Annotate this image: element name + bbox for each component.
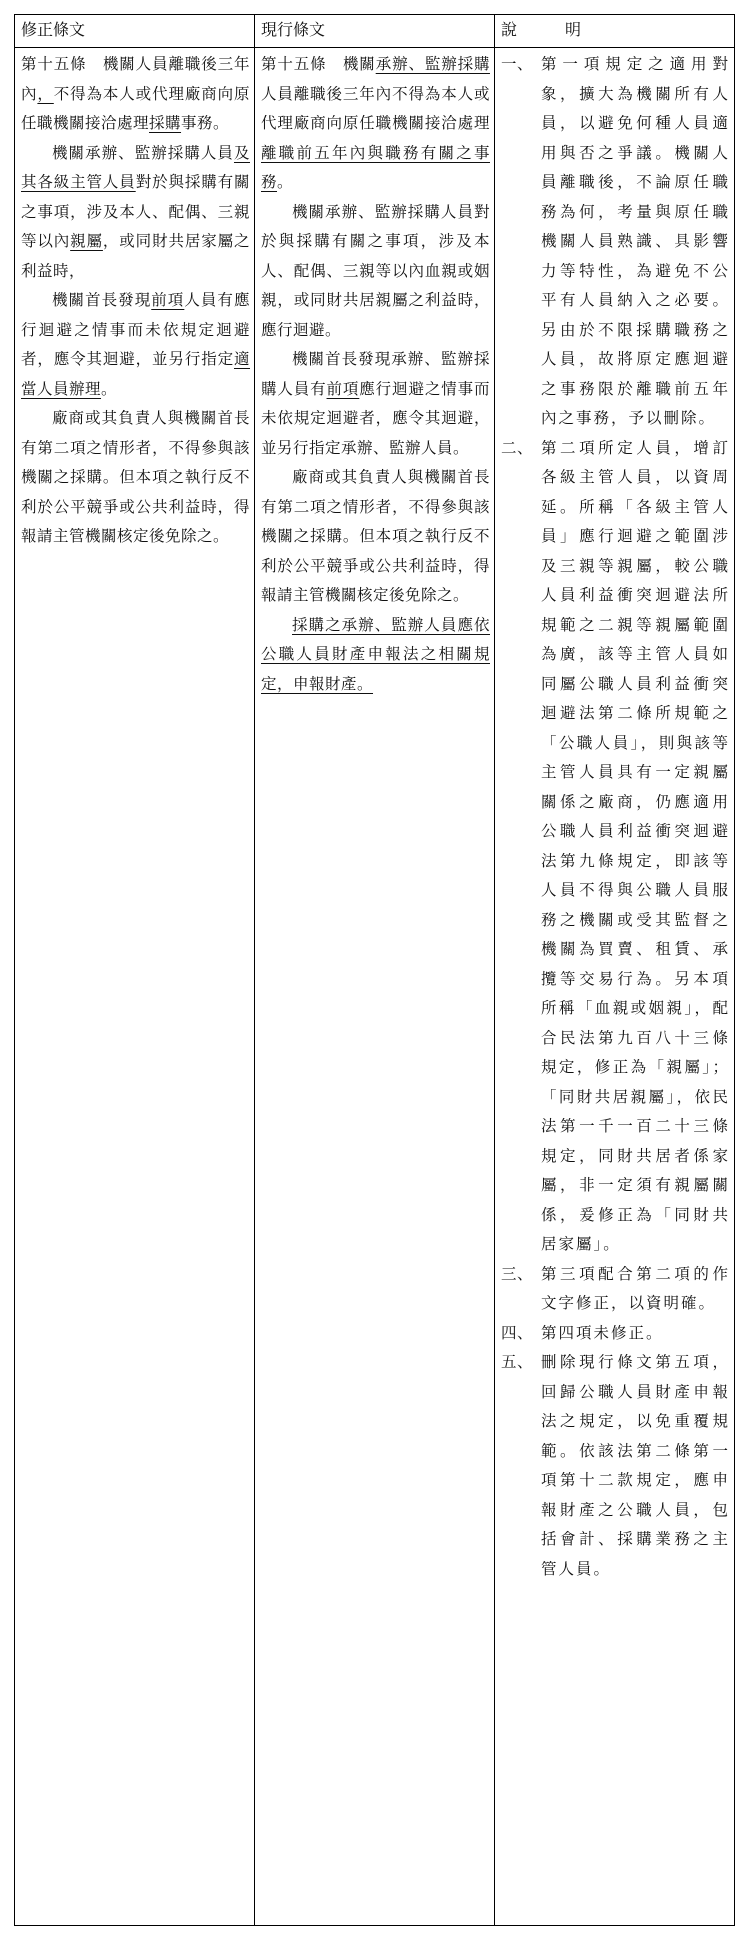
revised-p1-procurement: 採購 [149,114,182,132]
comparison-table [14,14,735,1926]
current-paragraph-1 [261,50,490,198]
current-paragraph-3 [261,345,490,463]
header-explanation-b: 明 [565,20,582,39]
revised-p1-text-e: 事務。 [181,114,230,132]
current-article-label: 第十五條 [261,55,327,73]
explanation-item [501,1319,730,1349]
revised-p2-text-e: ，或同財共居家屬之利益時， [21,232,250,280]
explanation-item-text: 刪除現行條文第五項，回歸公職人員財產申報法之規定，以免重覆規範。依該法第二條第一項第十二款規定，應申報財產之公職人員，包括會計、採購業務之主管人員。 [541,1353,730,1578]
current-p3-text-a: 機關首長發現承辦、監辦採購人員有 [261,350,490,398]
explanation-item-number: 一、 [501,55,534,73]
current-p1-text-e: 。 [277,173,294,191]
revised-p2-relatives: 親屬 [70,232,103,250]
current-p1-text-c: 人員離職後三年內不得為本人或代理廠商向原任職機關接洽處理 [261,84,490,132]
revised-paragraph-1 [21,50,250,139]
explanation-item-number: 四、 [501,1323,534,1342]
revised-paragraph-4: 廠商或其負責人與機關首長有第二項之情形者，不得參與該機關之採購。但本項之執行反不利於公平競爭或公共利益時，得報請主管機關核定後免除之。 [21,409,250,545]
explanation-item-text: 第一項規定之適用對象，擴大為機關所有人員，以避免何種人員適用與否之爭議。機關人員離職後，不論原任職務為何，考量與原任職機關人員熟識、具影響力等特性，為避免不公平有人員納入之必要。另由於不限採購職務之人員，故將原定應迴避之事務限於離職前五年內之事務，予以刪除。 [541,55,730,427]
explanation-item-text: 第四項未修正。 [541,1323,664,1342]
revised-column [15,48,255,1926]
revised-p1-text-c: 不得為本人或代理廠商向原任職機關接洽處理 [21,84,250,132]
header-explanation-a: 說 [501,20,518,39]
current-p5-deleted-text: 採購之承辦、監辦人員應依公職人員財產申報法之相關規定，申報財產。 [261,615,490,693]
amendment-comparison-page [14,14,734,1926]
explanation-item [501,1260,730,1319]
explanation-column [495,48,735,1926]
revised-p1-comma: ， [37,84,54,103]
revised-p2-text-a: 機關承辦、監辦採購人員 [52,143,234,162]
revised-p3-text-c: 人員有應行迴避之情事而未依規定迴避者，應令其迴避，並另行指定 [21,291,250,368]
explanation-item [501,50,730,434]
revised-p3-previous-item: 前項 [151,291,185,309]
explanation-item [501,434,730,1260]
explanation-item-text: 第三項配合第二項的作文字修正，以資明確。 [541,1264,730,1312]
current-p1-five-years: 離職前五年內與職務有關之事務 [261,143,490,191]
current-paragraph-2: 機關承辦、監辦採購人員對於與採購有關之事項，涉及本人、配偶、三親等以內血親或姻親，或同財共居親屬之利益時，應行迴避。 [261,202,490,339]
revised-p3-appropriate-personnel: 適當人員辦理 [21,350,250,398]
current-p3-text-c: 應行迴避之情事而未依規定迴避者，應令其迴避，並另行指定承辦、監辦人員。 [261,379,490,457]
header-row [15,15,735,48]
header-current: 現行條文 [255,15,495,48]
revised-p2-supervisors: 及其各級主管人員 [21,143,250,191]
revised-article-label: 第十五條 [21,55,87,73]
current-p3-previous-item: 前項 [326,379,360,398]
current-p1-text-a: 機關 [342,55,376,73]
explanation-item-number: 三、 [501,1264,534,1283]
current-paragraph-5 [261,611,490,700]
current-p1-undertake-supervise: 承辦、監辦採購 [375,55,490,73]
explanation-item-text: 第二項所定人員，增訂各級主管人員，以資周延。所稱「各級主管人員」應行迴避之範圍涉及三親等親屬，較公職人員利益衝突迴避法所規範之二親等親屬範圍為廣，該等主管人員如同屬公職人員利益衝突迴避法第二條所規範之「公職人員」，則與該等主管人員具有一定親屬關係之廠商，仍應適用公職人員利益衝突迴避法第九條規定，即該等人員不得與公職人員服務之機關或受其監督之機關為買賣、租賃、承攬等交易行為。另本項所稱「血親或姻親」，配合民法第九百八十三條規定，修正為「親屬」；「同財共居親屬」，依民法第一千一百二十三條規定，同財共居者係家屬，非一定須有親屬關係，爰修正為「同財共居家屬」。 [541,438,730,1253]
revised-paragraph-3 [21,286,250,404]
body-row [15,48,735,1926]
current-paragraph-4: 廠商或其負責人與機關首長有第二項之情形者，不得參與該機關之採購。但本項之執行反不利於公平競爭或公共利益時，得報請主管機關核定後免除之。 [261,468,490,604]
revised-paragraph-2 [21,139,250,287]
explanation-item [501,1348,730,1584]
header-revised: 修正條文 [15,15,255,48]
revised-p1-text-a: 機關人員離職後三年內 [21,55,250,103]
revised-p2-text-c: 對於與採購有關之事項，涉及本人、配偶、三親等以內 [21,173,250,250]
explanation-item-number: 五、 [501,1353,534,1371]
header-explanation [495,15,735,48]
explanation-item-number: 二、 [501,438,534,457]
current-column [255,48,495,1926]
revised-p3-text-a: 機關首長發現 [52,291,152,309]
revised-p3-text-e: 。 [101,379,118,398]
